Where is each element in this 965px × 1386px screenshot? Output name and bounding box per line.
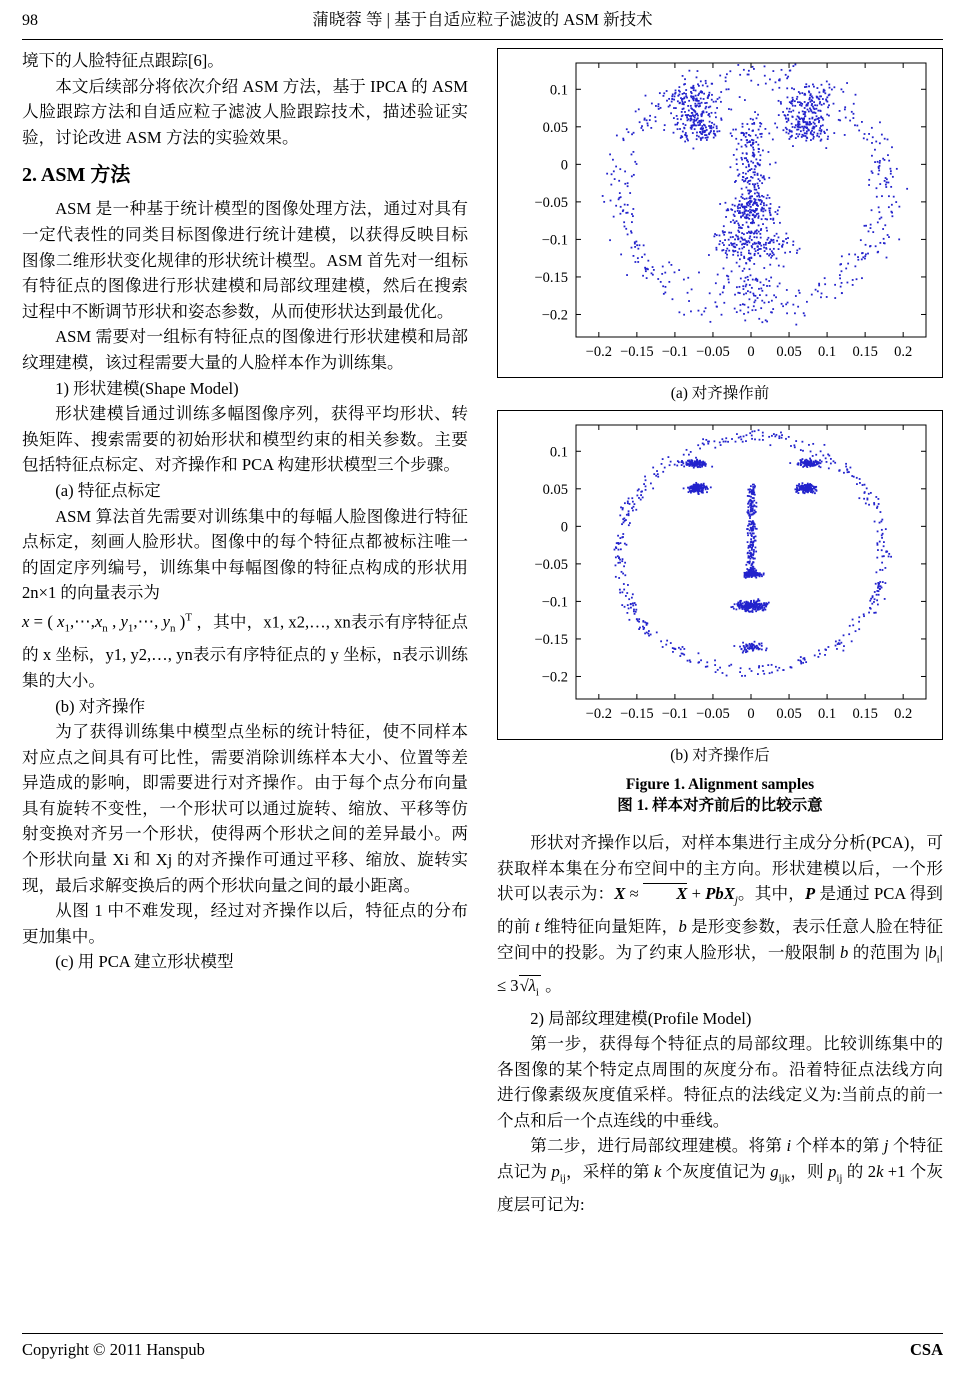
svg-text:−0.2: −0.2 [541,669,568,686]
figure-title-english: Figure 1. Alignment samples [625,776,815,793]
running-head [22,10,943,40]
figure-a-wrapper [497,48,943,404]
paragraph-shape-model-heading: 1) 形状建模(Shape Model) [55,378,239,398]
eq-text-e: 表示有序特征点的 y 坐标， [192,645,394,665]
figure-title-chinese: 图 1. 样本对齐前后的比较示意 [617,797,823,814]
scatter-svg [498,411,942,739]
svg-text:0.2: 0.2 [894,344,913,360]
paragraph-shape-model-body: 形状建模旨通过训练多幅图像序列，获得平均形状、转换矩阵、搜索需要的初始形状和模型约束的相关参数。主要包括特征点标定、对齐操作和 PCA 构建形状模型三个步骤。 [22,404,468,475]
svg-text:0.05: 0.05 [776,706,802,722]
paragraph-landmark-body: ASM 算法首先需要对训练集中的每幅人脸图像进行特征点标定，刻画人脸形状。图像中的每个特征点都被标注唯一的固定序列编号，训练集中每幅图像的特征点构成的形状用 2n×1 的向量表示为 [22,506,468,603]
figure-a-caption: (a) 对齐操作前 [670,385,770,402]
eq-text-g: 表示训练集的大小。 [22,645,469,690]
svg-text:0.05: 0.05 [776,344,802,360]
paragraph-pca-body: 形状对齐操作以后，对样本集进行主成分分析(PCA)，可获取样本集在分布空间中的主方向。形状建模以后，一个形状可以表示为：X ≈ X + PbX$_j$。其中，P 是通过 PCA 得到的前 t 维特征向量矩阵，b 是形变参数，表示任意人脸在特征空间中的投影。为了约束人脸形状，一般限制 b 的范围为 $|b_i| \le 3√\lambda_i$ 。 [497,833,944,998]
svg-text:−0.05: −0.05 [696,344,730,360]
figure-b-caption: (b) 对齐操作后 [670,747,770,764]
svg-text:−0.15: −0.15 [620,706,654,722]
svg-text:0.15: 0.15 [852,344,878,360]
svg-text:0: 0 [560,157,568,174]
svg-text:0: 0 [747,344,755,360]
svg-text:−0.1: −0.1 [661,344,689,360]
svg-text:−0.1: −0.1 [541,594,568,611]
eq-x-list: x1, x2,…, xn [263,612,351,632]
eq-text-c: 表示有序特征点的 x 坐标， [22,612,468,665]
svg-text:0: 0 [747,706,755,722]
svg-text:0.05: 0.05 [542,481,568,498]
svg-text:0.15: 0.15 [852,706,878,722]
paragraph-pca-heading: (c) 用 PCA 建立形状模型 [55,952,234,972]
running-title: 蒲晓蓉 等 | 基于自适应粒子滤波的 ASM 新技术 [312,10,653,29]
svg-text:0: 0 [560,519,568,536]
paragraph-landmark-heading: (a) 特征点标定 [55,480,161,500]
paragraph-asm-intro: ASM 是一种基于统计模型的图像处理方法，通过对具有一定代表性的同类目标图像进行统计建模，以获得反映目标图像二维形状变化规律的形状统计模型。ASM 首先对一组标有特征点的图像进行形状建模和局部纹理建模，然后在搜索过程中不断调节形状和姿态参数，从而使形状达到最优化。 [22,199,468,321]
svg-text:−0.15: −0.15 [534,631,568,648]
svg-text:0.1: 0.1 [549,82,568,99]
svg-text:−0.05: −0.05 [534,194,568,211]
page-number: 98 [22,12,38,29]
scatter-svg [498,49,942,377]
svg-text:−0.05: −0.05 [534,556,568,573]
page-footer [22,1333,943,1370]
svg-text:0.1: 0.1 [818,344,837,360]
svg-text:−0.1: −0.1 [541,232,568,249]
left-column [22,48,468,975]
svg-text:0.05: 0.05 [542,119,568,136]
eq-n: n [393,645,402,665]
paragraph-equation-line [22,606,468,694]
paragraph-asm-training: ASM 需要对一组标有特征点的图像进行形状建模和局部纹理建模，该过程需要大量的人脸样本作为训练集。 [22,327,468,372]
paragraph-continuation: 境下的人脸特征点跟踪[6]。 [22,51,224,70]
paragraph-align-heading: (b) 对齐操作 [55,696,146,716]
column-container [22,48,943,1318]
eq-text-a: ，其中， [196,612,264,632]
paragraph-overview: 本文后续部分将依次介绍 ASM 方法，基于 IPCA 的 ASM 人脸跟踪方法和自适应粒子滤波人脸跟踪技术，描述验证实验，讨论改进 ASM 方法的实验效果。 [22,76,468,147]
svg-text:0.1: 0.1 [549,444,568,461]
svg-text:−0.15: −0.15 [620,344,654,360]
paragraph-profile-step2: 第二步，进行局部纹理建模。将第 i 个样本的第 j 个特征点记为 $p_{ij}$，采样的第 k 个灰度值记为 $g_{ijk}$，则 $p_{ij}$ 的 2k +1 个灰度层可记为: [497,1136,944,1214]
svg-text:0.1: 0.1 [818,706,837,722]
svg-text:−0.2: −0.2 [585,706,612,722]
section-heading-asm: 2. ASM 方法 [22,164,131,187]
svg-text:−0.05: −0.05 [696,706,730,722]
svg-text:−0.2: −0.2 [585,344,612,360]
paragraph-figure-reference: 从图 1 中不难发现，经过对齐操作以后，特征点的分布更加集中。 [22,901,468,946]
paragraph-profile-step1: 第一步，获得每个特征点的局部纹理。比较训练集中的各图像的某个特定点周围的灰度分布。沿着特征点法线方向进行像素级灰度值采样。特征点的法线定义为:当前点的前一个点和后一个点连线的中垂线。 [497,1034,943,1130]
paragraph-profile-heading: 2) 局部纹理建模(Profile Model) [530,1008,752,1028]
shape-vector-equation: x = ( $x_1,\cdots,x_n$ , $y_1,\cdots$, $y_n$ )$^T$ [22,611,193,635]
right-column [497,48,943,1218]
journal-abbrev: CSA [909,1340,943,1359]
svg-text:−0.15: −0.15 [534,269,568,286]
scatter-plot-after-alignment [497,410,943,740]
copyright-text: Copyright © 2011 Hanspub [22,1340,205,1359]
svg-text:−0.2: −0.2 [541,307,568,324]
figure-b-wrapper [497,410,943,766]
eq-y-list: y1, y2,…, yn [105,645,193,665]
svg-text:−0.1: −0.1 [661,706,689,722]
paragraph-align-body: 为了获得训练集中模型点坐标的统计特征，使不同样本对应点之间具有可比性，需要消除训练样本大小、位置等差异造成的影响，即需要进行对齐操作。由于每个点分布向量具有旋转不变性，一个形状可以通过旋转、缩放、平移等仿射变换对齐另一个形状，使得两个形状之间的差异最小。两个形状向量 Xi 和 Xj 的对齐操作可通过平移、缩放、旋转实现，最后求解变换后的两个形状向量之间的最小距离。 [22,722,468,895]
svg-text:0.2: 0.2 [894,706,913,722]
scatter-plot-before-alignment [497,48,943,378]
